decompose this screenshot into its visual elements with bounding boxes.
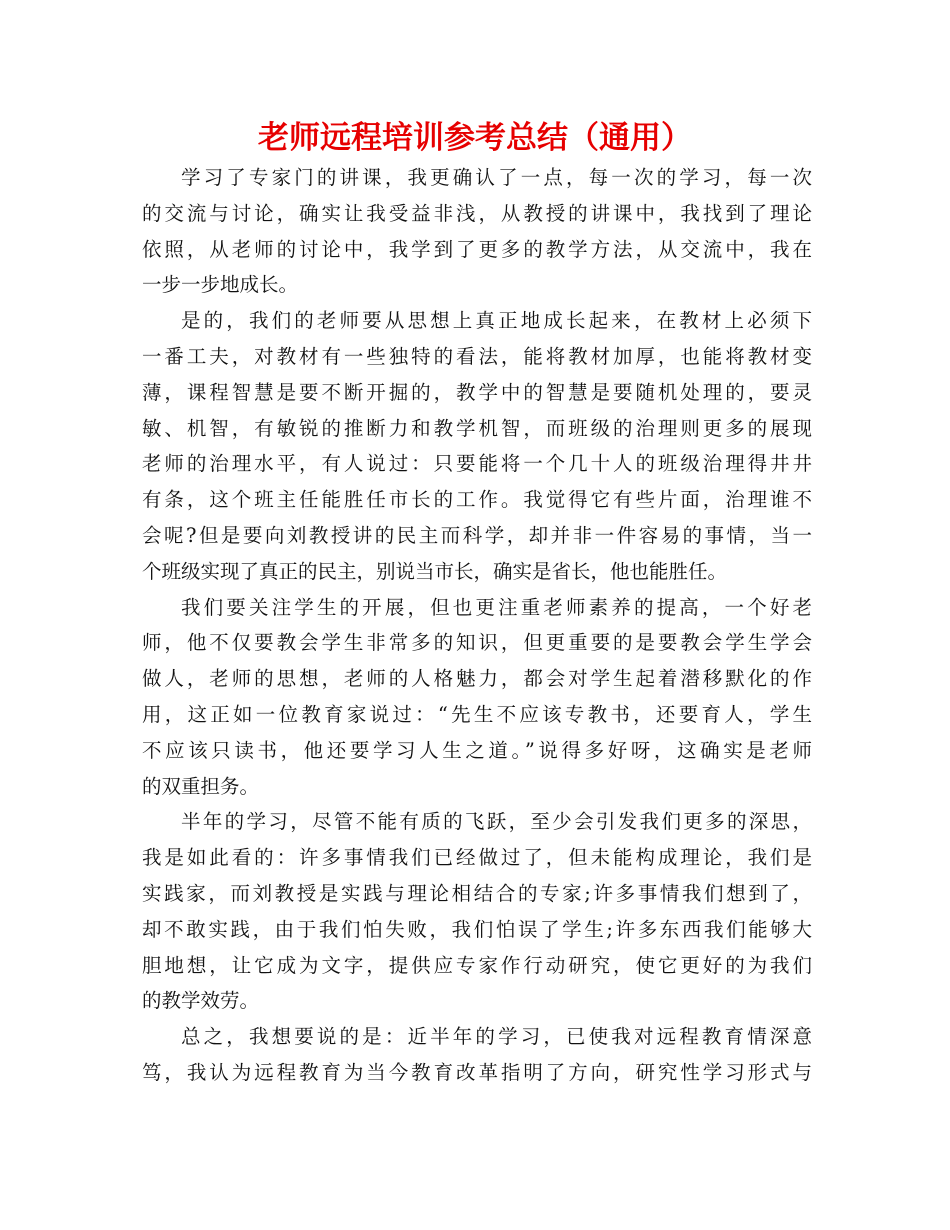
text-line: 胆地想，让它成为文字，提供应专家作行动研究，使它更好的为我们: [142, 953, 812, 977]
text-line: 个班级实现了真正的民主，别说当市长，确实是省长，他也能胜任。: [142, 559, 728, 583]
text-line: 实践家，而刘教授是实践与理论相结合的专家;许多事情我们想到了，: [142, 881, 812, 905]
text-line: 用，这正如一位教育家说过：“先生不应该专教书，还要育人，学生: [142, 702, 812, 726]
text-line: 依照，从老师的讨论中，我学到了更多的教学方法，从交流中，我在: [142, 237, 812, 261]
text-line: 我们要关注学生的开展，但也更注重老师素养的提高，一个好老: [181, 595, 812, 619]
paragraph-5: [142, 1019, 812, 1091]
document-body: [142, 160, 812, 1091]
paragraph-1: [142, 160, 812, 303]
paragraph-2: [142, 303, 812, 589]
text-line: 师，他不仅要教会学生非常多的知识，但更重要的是要教会学生学会: [142, 631, 812, 655]
text-line: 不应该只读书，他还要学习人生之道。”说得多好呀，这确实是老师: [142, 738, 812, 762]
text-line: 却不敢实践，由于我们怕失败，我们怕误了学生;许多东西我们能够大: [142, 917, 812, 941]
paragraph-3: [142, 590, 812, 805]
text-line: 老师的治理水平，有人说过：只要能将一个几十人的班级治理得井井: [142, 452, 812, 476]
paragraph-4: [142, 804, 812, 1019]
text-line: 一步一步地成长。: [142, 273, 299, 297]
text-line: 半年的学习，尽管不能有质的飞跃，至少会引发我们更多的深思，: [181, 810, 812, 834]
text-line: 敏、机智，有敏锐的推断力和教学机智，而班级的治理则更多的展现: [142, 416, 812, 440]
text-line: 总之，我想要说的是：近半年的学习，已使我对远程教育情深意: [181, 1025, 812, 1049]
text-line: 笃，我认为远程教育为当今教育改革指明了方向，研究性学习形式与: [142, 1060, 812, 1084]
text-line: 有条，这个班主任能胜任市长的工作。我觉得它有些片面，治理谁不: [142, 488, 812, 512]
text-line: 的双重担务。: [142, 774, 260, 798]
text-line: 会呢?但是要向刘教授讲的民主而科学，却并非一件容易的事情，当一: [142, 523, 812, 547]
text-line: 做人，老师的思想，老师的人格魅力，都会对学生起着潜移默化的作: [142, 667, 812, 691]
text-line: 我是如此看的：许多事情我们已经做过了，但未能构成理论，我们是: [142, 846, 812, 870]
text-line: 薄，课程智慧是要不断开掘的，教学中的智慧是要随机处理的，要灵: [142, 380, 812, 404]
text-line: 是的，我们的老师要从思想上真正地成长起来，在教材上必须下: [181, 309, 812, 333]
document-title: 老师远程培训参考总结（通用）: [258, 120, 692, 156]
text-line: 的交流与讨论，确实让我受益非浅，从教授的讲课中，我找到了理论: [142, 201, 812, 225]
text-line: 学习了专家门的讲课，我更确认了一点，每一次的学习，每一次: [181, 166, 812, 189]
text-line: 一番工夫，对教材有一些独特的看法，能将教材加厚，也能将教材变: [142, 344, 812, 368]
text-line: 的教学效劳。: [142, 989, 260, 1013]
